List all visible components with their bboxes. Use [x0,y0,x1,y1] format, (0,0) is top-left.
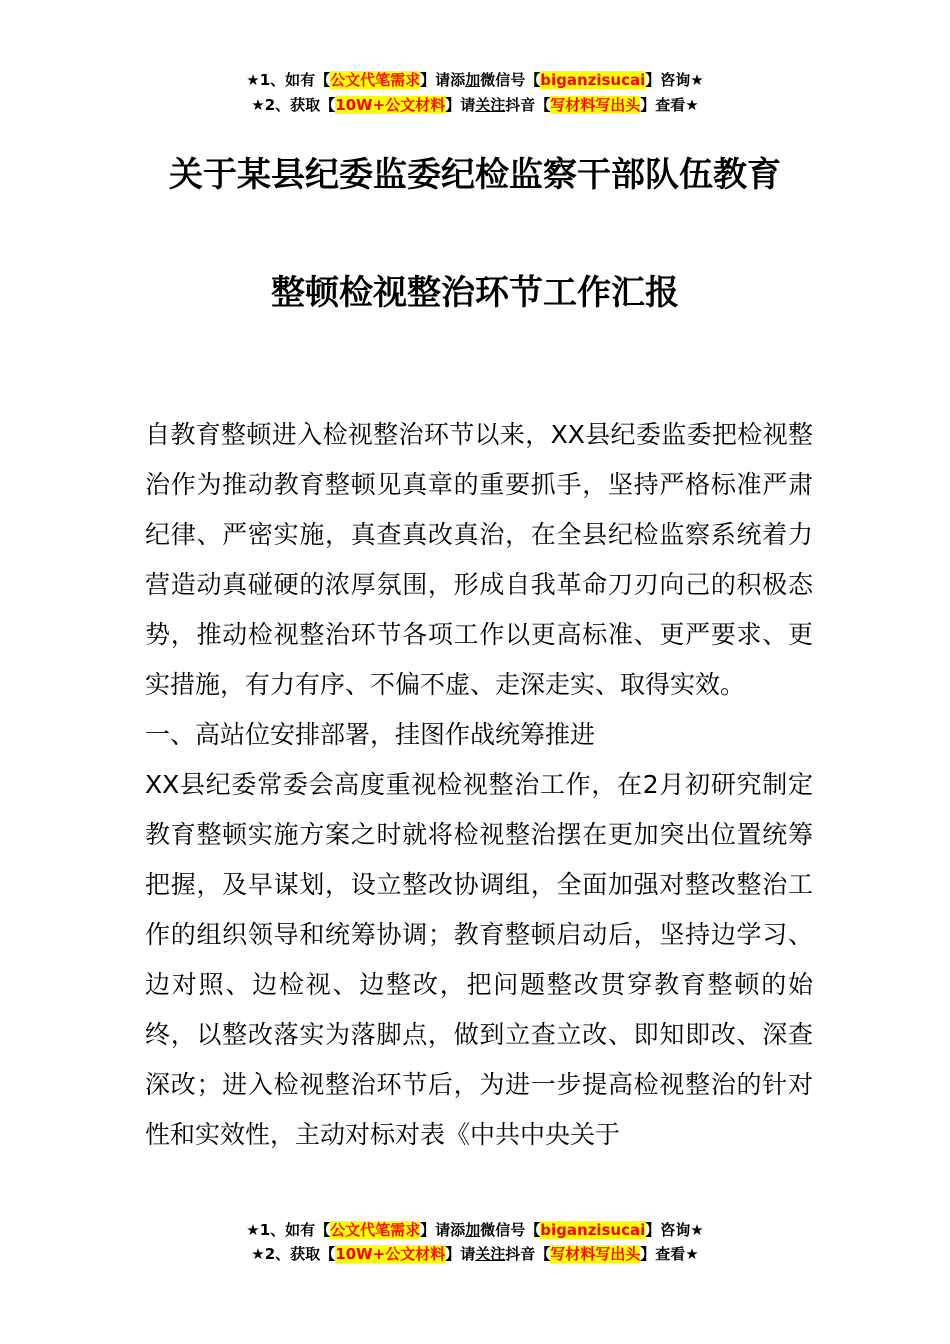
promo-text: 抖音【 [505,96,551,114]
promo-highlight: 写材料写出头 [550,1245,641,1263]
promo-wechat-id: biganzisucai [540,1221,646,1239]
promo-text: 】咨询★ [645,71,704,89]
promo-text: 】请 [445,1245,476,1263]
promo-highlight: 10W+公文材料 [335,96,446,114]
promo-text: 微信号【 [480,1221,541,1239]
promo-text: 】咨询★ [645,1221,704,1239]
promo-line-2-bottom [0,1243,950,1265]
promo-wechat-id: biganzisucai [540,71,646,89]
promo-text: 】请 [445,96,476,114]
promo-line-1-top [0,69,950,91]
promo-highlight: 公文代笔需求 [330,1221,421,1239]
promo-highlight: 公文代笔需求 [330,71,421,89]
promo-text: 】查看★ [640,1245,699,1263]
body-paragraph-1: XX县纪委常委会高度重视检视整治工作，在2月初研究制定教育整顿实施方案之时就将检视整治摆在更加突出位置统筹把握，及早谋划，设立整改协调组，全面加强对整改整治工作的组织领导和统筹协调；教育整顿启动后，坚持边学习、边对照、边检视、边整改，把问题整改贯穿教育整顿的始终，以整改落实为落脚点，做到立查立改、即知即改、深查深改；进入检视整治环节后，为进一步提高检视整治的针对性和实效性，主动对标对表《中共中央关于 [145,770,813,1149]
promo-text: 】请添 [420,1221,466,1239]
promo-underlined-text: 关注 [475,1245,506,1263]
document-title-line-2: 整顿检视整治环节工作汇报 [271,273,679,313]
promo-line-1-bottom [0,1219,950,1241]
promo-text: 抖音【 [505,1245,551,1263]
promo-underlined-text: 关注 [475,96,506,114]
promo-text: ★2、获取【 [251,1245,336,1263]
promo-underlined-text: 加 [465,1221,481,1239]
promo-text: ★2、获取【 [251,96,336,114]
document-body [145,410,813,1160]
promo-highlight: 10W+公文材料 [335,1245,446,1263]
promo-text: ★1、如有【 [246,71,331,89]
promo-underlined-text: 加 [465,71,481,89]
promo-highlight: 写材料写出头 [550,96,641,114]
section-heading-1: 一、高站位安排部署，挂图作战统筹推进 [145,720,596,749]
promo-line-2-top [0,94,950,116]
body-paragraph-intro: 自教育整顿进入检视整治环节以来，XX县纪委监委把检视整治作为推动教育整顿见真章的重要抓手，坚持严格标准严肃纪律、严密实施，真查真改真治，在全县纪检监察系统着力营造动真碰硬的浓厚氛围，形成自我革命刀刃向己的积极态势，推动检视整治环节各项工作以更高标准、更严要求、更实措施，有力有序、不偏不虚、走深走实、取得实效。 [145,420,813,699]
promo-text: 微信号【 [480,71,541,89]
promo-text: ★1、如有【 [246,1221,331,1239]
promo-text: 】请添 [420,71,466,89]
promo-text: 】查看★ [640,96,699,114]
document-title-line-1: 关于某县纪委监委纪检监察干部队伍教育 [169,155,781,195]
